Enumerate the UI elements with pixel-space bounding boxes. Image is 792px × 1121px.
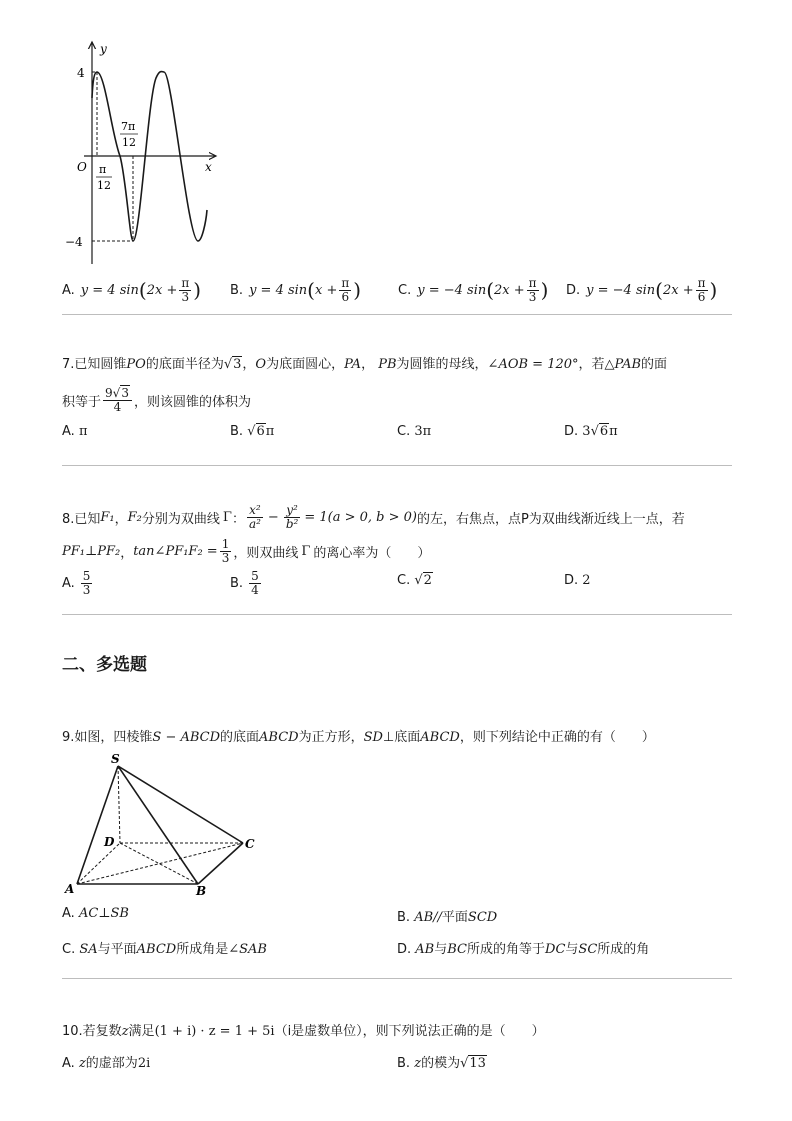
q6-option-a[interactable]: A. y = 4 sin ( 2x + $\frac{\pi}{3}$ ) — [62, 275, 202, 304]
q8-stem-line2: PF₁⊥PF₂ ， tan∠PF₁F₂ = $\frac{1}{3}$ ，则双曲线 Γ 的离心率为（ ） — [62, 536, 431, 565]
origin-label: O — [77, 160, 87, 174]
ymax-label: 4 — [77, 66, 85, 80]
q9-option-a[interactable]: A. AC⊥SB — [62, 906, 129, 921]
edge-bd — [120, 843, 198, 884]
q7-stem-line2: 积等于 $\frac{9√3}{4}$ ，则该圆锥的体积为 — [62, 385, 251, 414]
divider-q9 — [62, 978, 732, 979]
q9-stem: 9.如图，四棱锥S − ABCD的底面ABCD为正方形，SD⊥底面ABCD，则下列结论中正确的有（ ） — [62, 730, 655, 745]
q7-option-c[interactable]: C. 3π — [397, 424, 432, 439]
q7-option-b[interactable]: B. √6π — [230, 424, 275, 439]
q6-option-b[interactable]: B. y = 4 sin ( x + $\frac{\pi}{6}$ ) — [230, 275, 362, 304]
q9-option-c[interactable]: C. SA与平面ABCD所成角是∠SAB — [62, 942, 267, 957]
divider-q6 — [62, 314, 732, 315]
sine-graph — [60, 38, 230, 270]
q10-option-a[interactable]: A. z的虚部为2i — [62, 1056, 151, 1071]
q10-option-b[interactable]: B. z的模为√13 — [397, 1056, 486, 1071]
q8-option-d[interactable]: D. 2 — [564, 573, 591, 588]
edge-bc — [198, 843, 243, 884]
section-heading-multi-choice: 二、多选题 — [62, 655, 147, 675]
vertex-d: D — [104, 835, 115, 849]
x-axis-label: x — [205, 160, 212, 174]
q8-option-a[interactable]: A. $\frac{5}{3}$ — [62, 568, 91, 597]
vertex-s: S — [111, 752, 120, 766]
edge-ac — [77, 843, 243, 884]
pyramid-figure — [60, 750, 270, 900]
q8-option-b[interactable]: B. $\frac{5}{4}$ — [230, 568, 259, 597]
x1-den: 12 — [97, 179, 111, 192]
q6-option-c[interactable]: C. y = −4 sin ( 2x + $\frac{\pi}{3}$ ) — [398, 275, 549, 304]
edge-sd — [118, 766, 120, 843]
divider-q7 — [62, 465, 732, 466]
vertex-a: A — [65, 882, 75, 896]
q8-stem-line1: 8.已知 F₁ ， F₂ 分别为双曲线 Γ ： $\frac{\text{x²}}{\text{a²}}$ − $\frac{\text{y²}}{\text{b²}}$ = 1(a > 0, b > 0) 的左，右焦点，点P为双曲线渐近线上一点，若 — [62, 502, 685, 531]
q8-option-c[interactable]: C. √2 — [397, 573, 432, 588]
q7-stem-line1: 7.已知圆锥PO的底面半径为√3，O为底面圆心，PA， PB为圆锥的母线，∠AOB = 120°，若△PAB的面 — [62, 357, 668, 372]
edge-sc — [118, 766, 243, 843]
x1-num: π — [99, 163, 107, 176]
y-axis-label: y — [100, 42, 107, 56]
edge-sa — [77, 766, 118, 884]
q9-option-b[interactable]: B. AB//平面SCD — [397, 910, 498, 925]
divider-q8 — [62, 614, 732, 615]
x2-den: 12 — [122, 136, 136, 149]
vertex-c: C — [245, 837, 255, 851]
q7-option-d[interactable]: D. 3√6π — [564, 424, 618, 439]
vertex-b: B — [196, 884, 207, 898]
q6-option-d[interactable]: D. y = −4 sin ( 2x + $\frac{\pi}{6}$ ) — [566, 275, 718, 304]
q10-stem: 10.若复数z满足(1 + i) · z = 1 + 5i（i是虚数单位），则下列说法正确的是（ ） — [62, 1024, 545, 1039]
x2-num: 7π — [121, 120, 136, 133]
q9-option-d[interactable]: D. AB与BC所成的角等于DC与SC所成的角 — [397, 942, 650, 957]
edge-sb — [118, 766, 198, 884]
q6-options — [62, 274, 717, 306]
q7-option-a[interactable]: A. π — [62, 424, 88, 439]
ymin-label: −4 — [65, 235, 83, 249]
